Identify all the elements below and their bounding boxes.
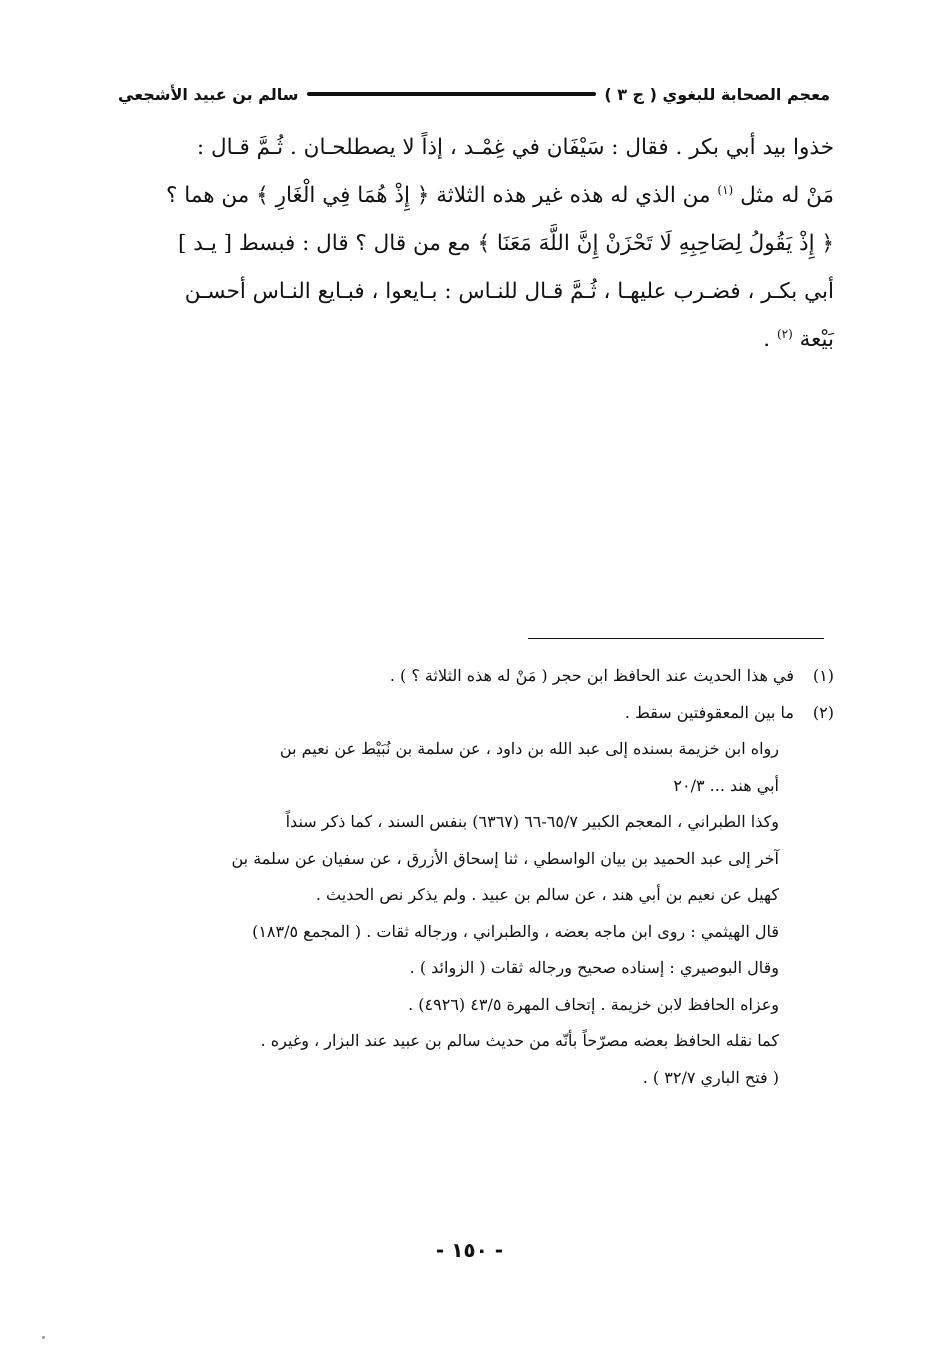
main-line: ﴿ إِذْ يَقُولُ لِصَاحِبِهِ لَا تَحْزَنْ إِنَّ اللَّهَ مَعَنَا ﴾ مع من قال ؟ قال : فبسط [ يـد ] <box>178 231 834 256</box>
scan-speck <box>42 1336 45 1339</box>
footnote-line: قال الهيثمي : روى ابن ماجه بعضه ، والطبراني ، ورجاله ثقات . ( المجمع ١٨٣/٥) <box>252 921 779 941</box>
footnote-marker: (٢) <box>776 326 793 341</box>
main-line: خذوا بيد أبي بكر . فقال : سَيْفَان في غِمْـد ، إذاً لا يصطلحـان . ثُـمَّ قـال : <box>196 135 834 160</box>
footnote-line: رواه ابن خزيمة بسنده إلى عبد الله بن داود ، عن سلمة بن نُبَيْط عن نعيم بن <box>279 739 779 758</box>
footnote-line: ( فتح الباري ٣٢/٧ ) . <box>642 1067 779 1087</box>
footnote-separator <box>528 638 824 639</box>
header-book-title: معجم الصحابة للبغوي ( ج ٣ ) <box>604 84 830 104</box>
footnote-text: في هذا الحديث عند الحافظ ابن حجر ( مَنْ له هذه الثلاثة ؟ ) . <box>389 666 794 685</box>
footnote-1 <box>112 658 834 695</box>
footnote-line: أبي هند ... ٢٠/٣ <box>673 775 779 795</box>
main-line-part: من الذي له هذه غير هذه الثلاثة ﴿ إِذْ هُمَا فِي الْغَارِ ﴾ من هما ؟ <box>166 183 718 208</box>
footnote-2 <box>112 695 834 732</box>
main-line: أبي بكـر ، فضـرب عليهـا ، ثُـمَّ قـال للنـاس : بـايعوا ، فبـايع النـاس أحسـن <box>184 279 834 304</box>
main-line <box>112 172 834 220</box>
footnote-line: وقال البوصيري : إسناده صحيح ورجاله ثقات ( الزوائد ) . <box>409 958 779 977</box>
footnote-number: (١) <box>812 666 834 685</box>
running-header <box>118 78 830 110</box>
footnote-line: كما نقله الحافظ بعضه مصرّحاً بأنّه من حديث سالم بن عبيد عند البزار ، وغيره . <box>260 1031 779 1050</box>
footnote-line: وكذا الطبراني ، المعجم الكبير ٦٥/٧-٦٦ (٦٣٦٧) بنفس السند ، كما ذكر سنداً <box>285 812 779 831</box>
footnote-marker: (١) <box>717 182 734 197</box>
page-number: - ١٥٠ - <box>435 1238 504 1262</box>
main-line-part: بَيْعة <box>799 327 834 352</box>
main-line <box>112 316 834 364</box>
main-line-part: . <box>763 327 777 352</box>
footnote-number: (٢) <box>812 702 834 722</box>
header-rule <box>307 92 597 96</box>
main-line-part: مَنْ له مثل <box>740 183 834 208</box>
footnote-text: ما بين المعقوفتين سقط . <box>624 702 794 722</box>
footnote-line: كهيل عن نعيم بن أبي هند ، عن سالم بن عبيد . ولم يذكر نص الحديث . <box>315 885 779 904</box>
main-text <box>112 124 834 364</box>
header-entry-title: سالم بن عبيد الأشجعي <box>118 84 299 104</box>
footnotes <box>112 658 834 1096</box>
footnote-line: وعزاه الحافظ لابن خزيمة . إتحاف المهرة ٤٣/٥ (٤٩٢٦) . <box>408 994 779 1014</box>
footnote-line: آخر إلى عبد الحميد بن بيان الواسطي ، ثنا إسحاق الأزرق ، عن سفيان عن سلمة بن <box>231 848 779 868</box>
